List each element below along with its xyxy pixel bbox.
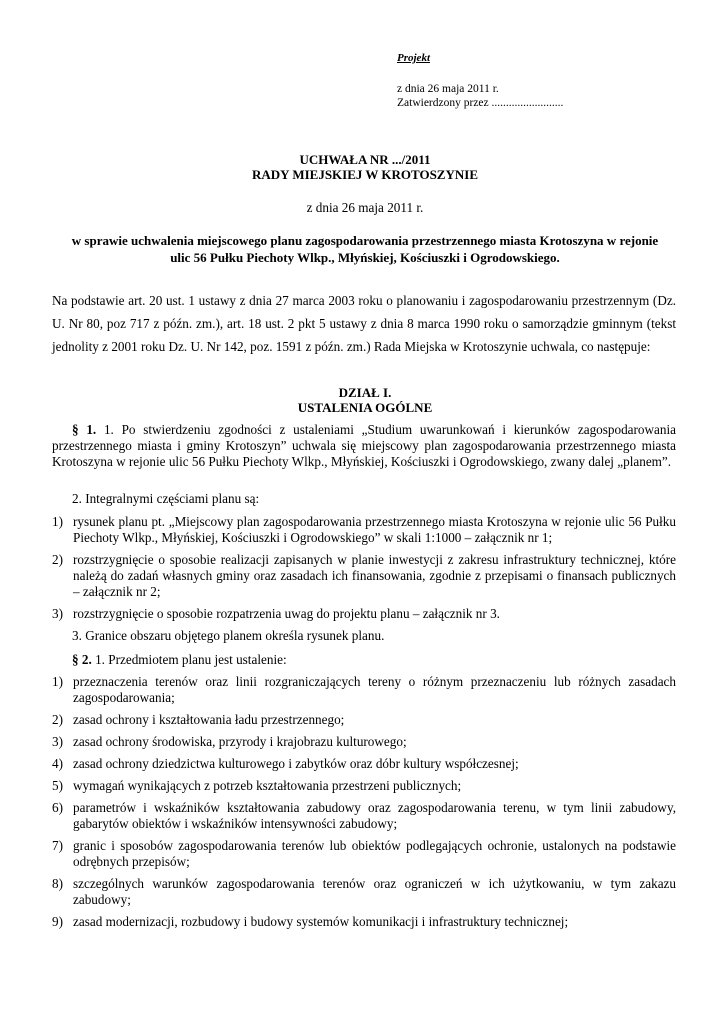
resolution-date: z dnia 26 maja 2011 r. bbox=[306, 200, 424, 215]
list-item: 7) granic i sposobów zagospodarowania terenów lub obiektów podlegających ochronie, ustalonych na podstawie odrębnych przepisów; bbox=[52, 838, 676, 869]
resolution-number: UCHWAŁA NR .../2011 bbox=[299, 152, 431, 167]
legal-basis: Na podstawie art. 20 ust. 1 ustawy z dnia 27 marca 2003 roku o planowaniu i zagospodarowaniu przestrzennym (Dz. U. Nr 80, poz 717 z późn. zm.), art. 18 ust. 2 pkt 5 ustawy z dnia 8 marca 1990 roku o samorządzie gminnym (tekst jednolity z 2001 roku Dz. U. Nr 142, poz. 1591 z późn. zm.) Rada Miejska w Krotoszynie uchwala, co następuje: bbox=[52, 293, 676, 354]
list-item: 2) zasad ochrony i kształtowania ładu przestrzennego; bbox=[52, 712, 345, 727]
council-name: RADY MIEJSKIEJ W KROTOSZYNIE bbox=[252, 167, 478, 182]
paragraph-1 bbox=[52, 422, 676, 470]
subject-line-2: ulic 56 Pułku Piechoty Wlkp., Młyńskiej, Kościuszki i Ogrodowskiego. bbox=[170, 250, 560, 265]
subject-line-1: w sprawie uchwalenia miejscowego planu zagospodarowania przestrzennego miasta Krotoszyna w rejonie bbox=[71, 233, 659, 248]
paragraph-2-text: 1. Przedmiotem planu jest ustalenie: bbox=[91, 652, 287, 667]
paragraph-1-text: 1. Po stwierdzeniu zgodności z ustaleniami „Studium uwarunkowań i kierunków zagospodarowania przestrzennego miasta i gminy Krotoszyn” uchwala się miejscowy plan zagospodarowania przestrzennego miasta Krotoszyna w rejonie ulic 56 Pułku Piechoty Wlkp., Młyńskiej, Kościuszki i Ogrodowskiego, zwany dalej „planem”. bbox=[52, 422, 677, 469]
list-item: 1) przeznaczenia terenów oraz linii rozgraniczających tereny o różnym przeznaczeniu lub różnych zasadach zagospodarowania; bbox=[52, 674, 676, 705]
project-label: Projekt bbox=[397, 52, 430, 64]
section-number: DZIAŁ I. bbox=[338, 385, 392, 400]
paragraph-2 bbox=[52, 652, 676, 668]
paragraph-1-marker: § 1. bbox=[72, 422, 97, 437]
list-item: 2) rozstrzygnięcie o sposobie realizacji zapisanych w planie inwestycji z zakresu infrastruktury technicznej, które należą do zadań własnych gminy oraz zasadach ich finansowania, zgodnie z przepisami o finansach publicznych – załącznik nr 2; bbox=[52, 552, 676, 599]
draft-date: z dnia 26 maja 2011 r. bbox=[397, 83, 499, 95]
paragraph-2-marker: § 2. bbox=[72, 652, 92, 667]
list-item: 3) rozstrzygnięcie o sposobie rozpatrzenia uwag do projektu planu – załącznik nr 3. bbox=[52, 606, 500, 621]
list-item: 5) wymagań wynikających z potrzeb kształtowania przestrzeni publicznych; bbox=[52, 778, 462, 793]
approved-by: Zatwierdzony przez ......................... bbox=[397, 97, 564, 109]
list-item: 8) szczególnych warunków zagospodarowania terenów oraz ograniczeń w ich użytkowaniu, w tym zakazu zabudowy; bbox=[52, 876, 676, 907]
section-title: USTALENIA OGÓLNE bbox=[297, 400, 433, 415]
paragraph-1-point-3: 3. Granice obszaru objętego planem określa rysunek planu. bbox=[72, 628, 385, 643]
plan-subjects-list bbox=[52, 674, 676, 930]
list-item: 9) zasad modernizacji, rozbudowy i budowy systemów komunikacji i infrastruktury technicznej; bbox=[52, 914, 569, 929]
list-item: 6) parametrów i wskaźników kształtowania zabudowy oraz zagospodarowania terenu, w tym linii zabudowy, gabarytów obiektów i wskaźników intensywności zabudowy; bbox=[52, 800, 676, 831]
attachments-list bbox=[52, 514, 676, 622]
list-item: 1) rysunek planu pt. „Miejscowy plan zagospodarowania przestrzennego miasta Krotoszyna w rejonie ulic 56 Pułku Piechoty Wlkp., Młyńskiej, Kościuszki i Ogrodowskiego” w skali 1:1000 – załącznik nr 1; bbox=[52, 514, 676, 545]
list-item: 4) zasad ochrony dziedzictwa kulturowego i zabytków oraz dóbr kultury współczesnej; bbox=[52, 756, 519, 771]
list-item: 3) zasad ochrony środowiska, przyrody i krajobrazu kulturowego; bbox=[52, 734, 407, 749]
paragraph-1-point-2: 2. Integralnymi częściami planu są: bbox=[72, 491, 260, 506]
